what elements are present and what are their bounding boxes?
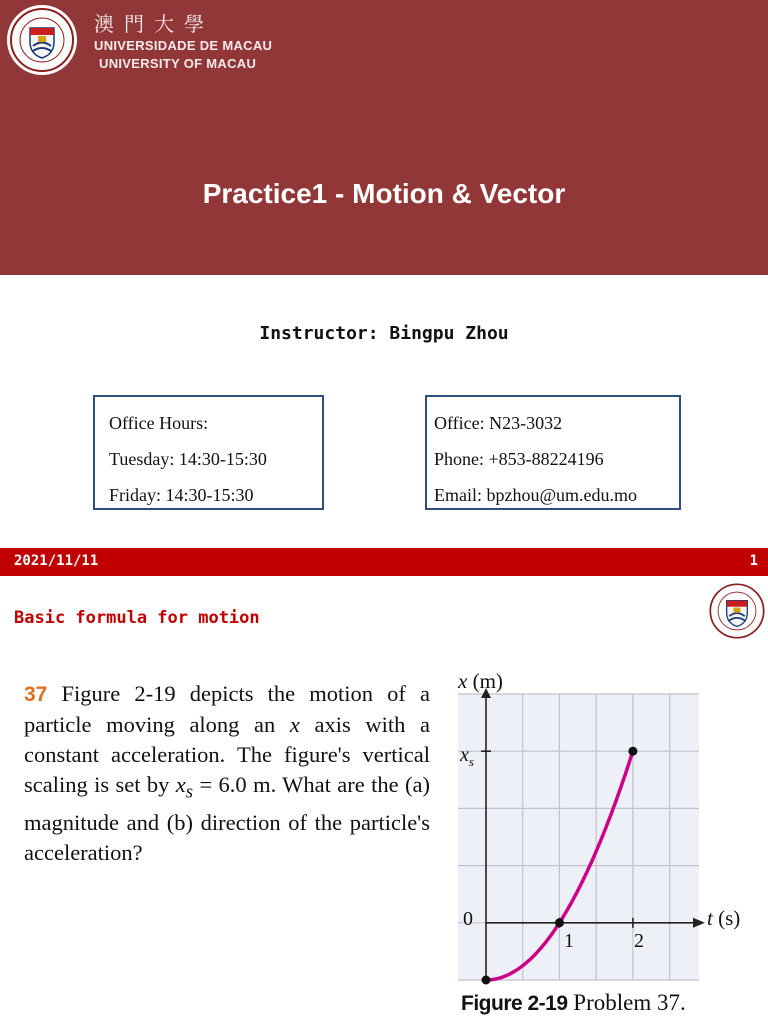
- figure-caption-text: Problem 37.: [573, 990, 686, 1015]
- figure-caption: [461, 990, 686, 1016]
- university-name-portuguese: UNIVERSIDADE DE MACAU: [94, 38, 273, 53]
- x-tick-label-2: 2: [634, 930, 644, 952]
- x-axis-label: t (s): [707, 906, 741, 930]
- zero-tick-label: 0: [463, 908, 473, 930]
- problem-number: 37: [24, 683, 48, 706]
- university-seal-icon: [6, 4, 78, 76]
- problem-statement: [24, 679, 430, 868]
- office-hours-label: Office Hours:: [109, 413, 209, 433]
- plot-background: [458, 694, 699, 980]
- variable-x: x: [289, 712, 300, 737]
- problem-text: = 6.0 m. What are the (a) magnitude and (b) direction of the particle's acceleration?: [24, 772, 431, 865]
- office-hours-tuesday: Tuesday: 14:30-15:30: [109, 449, 267, 469]
- data-point: [482, 976, 491, 985]
- header-band: [0, 0, 768, 275]
- variable-xs-subscript: s: [185, 781, 194, 803]
- office-hours-friday: Friday: 14:30-15:30: [109, 485, 254, 505]
- university-seal-icon: [706, 580, 768, 642]
- slide-footer-bar: [0, 548, 768, 576]
- slide-date: 2021/11/11: [14, 553, 99, 569]
- x-tick-label-1: 1: [564, 930, 574, 952]
- xs-tick-label: $x_s$: [460, 744, 474, 769]
- slide-title: Practice1 - Motion & Vector: [202, 178, 566, 209]
- slide-number: 1: [749, 553, 758, 569]
- problem-slide: [0, 576, 768, 1024]
- phone-number: Phone: +853-88224196: [434, 449, 604, 469]
- instructor-name: Instructor: Bingpu Zhou: [259, 323, 509, 344]
- university-name-english: UNIVERSITY OF MACAU: [99, 56, 257, 71]
- email-address: Email: bpzhou@um.edu.mo: [434, 485, 638, 505]
- section-heading: Basic formula for motion: [14, 608, 260, 628]
- data-point: [628, 747, 637, 756]
- data-point: [555, 918, 564, 927]
- problem-text: axis with a constant acceleration. The figure's vertical scaling is set by: [24, 712, 430, 797]
- figure-caption-label: Figure 2-19: [461, 992, 568, 1015]
- variable-xs: x: [175, 772, 186, 797]
- y-axis-label: x (m): [458, 669, 503, 693]
- contact-box: [425, 395, 681, 510]
- problem-text: Figure 2-19 depicts the motion of a particle moving along an: [24, 681, 430, 737]
- position-time-graph: [446, 664, 768, 1024]
- university-name-chinese: 澳門大學: [94, 12, 214, 36]
- office-location: Office: N23-3032: [434, 413, 563, 433]
- office-hours-box: [93, 395, 324, 510]
